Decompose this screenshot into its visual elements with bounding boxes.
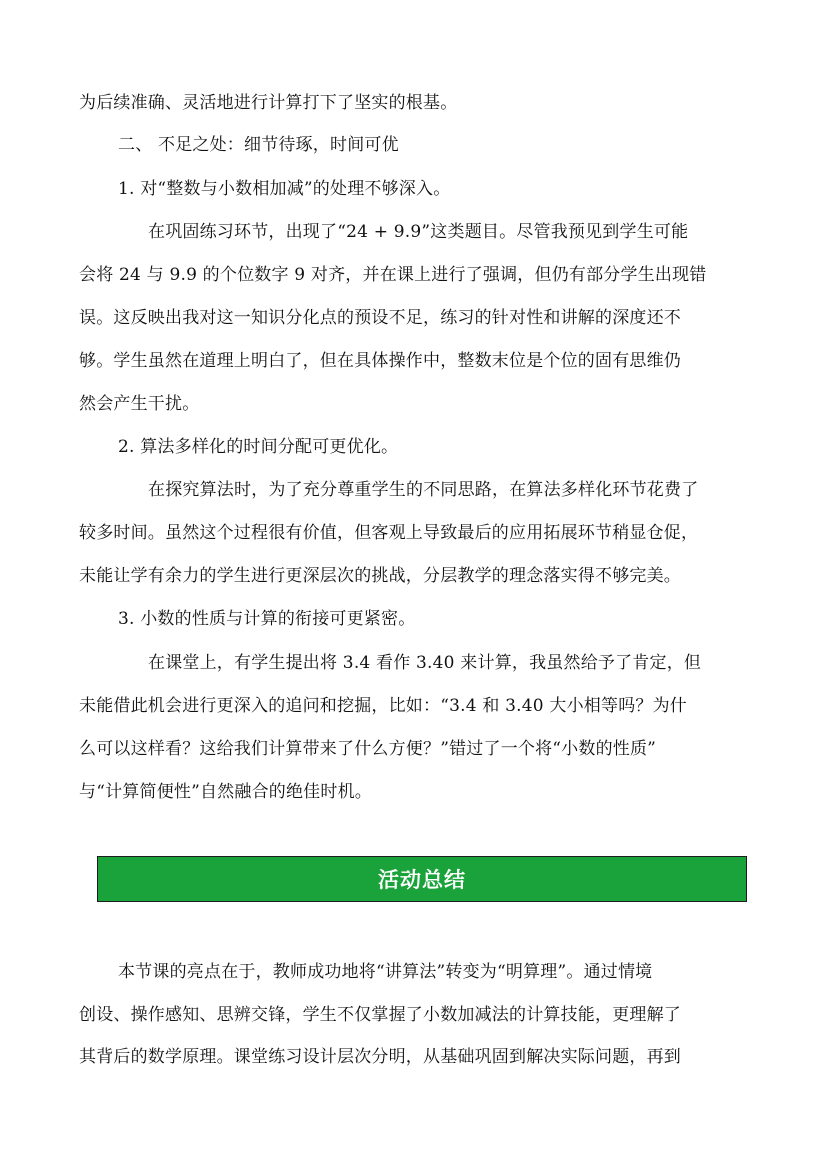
paragraph-line: 在巩固练习环节，出现了“24 + 9.9”这类题目。尽管我预见到学生可能 — [148, 222, 689, 242]
list-item-title: 2. 算法多样化的时间分配可更优化。 — [118, 437, 399, 457]
paragraph-line: 本节课的亮点在于，教师成功地将“讲算法”转变为“明算理”。通过情境 — [118, 962, 653, 982]
section-heading: 二、 不足之处：细节待琢，时间可优 — [118, 135, 399, 155]
list-item-title: 3. 小数的性质与计算的衔接可更紧密。 — [118, 609, 416, 629]
paragraph-line: 其背后的数学原理。课堂练习设计层次分明，从基础巩固到解决实际问题，再到 — [79, 1047, 681, 1067]
paragraph-line: 创设、操作感知、思辨交锋，学生不仅掌握了小数加减法的计算技能，更理解了 — [79, 1005, 681, 1025]
list-item-title: 1. 对“整数与小数相加减”的处理不够深入。 — [118, 179, 451, 199]
paragraph-line: 较多时间。虽然这个过程很有价值，但客观上导致最后的应用拓展环节稍显仓促， — [79, 523, 699, 543]
paragraph-line: 在探究算法时，为了充分尊重学生的不同思路，在算法多样化环节花费了 — [148, 480, 699, 500]
paragraph-line: 与“计算简便性”自然融合的绝佳时机。 — [79, 782, 372, 802]
paragraph-line: 未能借此机会进行更深入的追问和挖掘，比如：“3.4 和 3.40 大小相等吗？为什 — [79, 696, 687, 716]
paragraph-line: 会将 24 与 9.9 的个位数字 9 对齐，并在课上进行了强调，但仍有部分学生出现错 — [79, 265, 707, 285]
paragraph-line: 未能让学有余力的学生进行更深层次的挑战，分层教学的理念落实得不够完美。 — [79, 566, 681, 586]
paragraph-line: 然会产生干扰。 — [79, 394, 200, 414]
paragraph-line: 为后续准确、灵活地进行计算打下了坚实的根基。 — [79, 93, 458, 113]
paragraph-line: 在课堂上，有学生提出将 3.4 看作 3.40 来计算，我虽然给予了肯定，但 — [148, 653, 702, 673]
banner-title: 活动总结 — [378, 868, 466, 892]
paragraph-line: 么可以这样看？这给我们计算带来了什么方便？”错过了一个将“小数的性质” — [79, 739, 657, 759]
paragraph-line: 够。学生虽然在道理上明白了，但在具体操作中，整数末位是个位的固有思维仍 — [79, 351, 681, 371]
section-banner — [97, 856, 747, 902]
paragraph-line: 误。这反映出我对这一知识分化点的预设不足，练习的针对性和讲解的深度还不 — [79, 308, 681, 328]
